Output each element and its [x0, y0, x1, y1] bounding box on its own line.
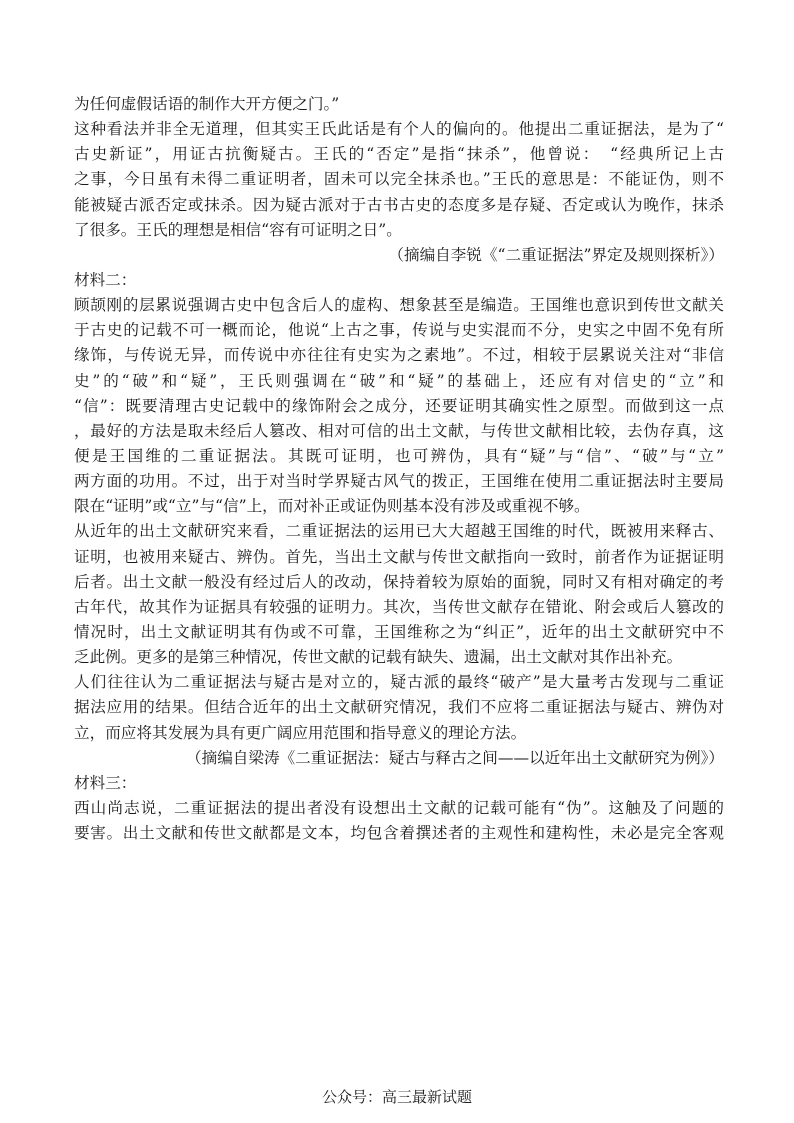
text-line: 要害。出土文献和传世文献都是文本，均包含着撰述者的主观性和建构性，未必是完全客观: [74, 824, 724, 843]
text-line: 证明，也被用来疑古、辨伪。首先，当出土文献与传世文献指向一致时，前者作为证据证明: [74, 547, 724, 566]
text-line: 于古史的记载不可一概而论，他说“上古之事，传说与史实混而不分，史实之中固不免有所: [74, 321, 724, 340]
text-line: 便是王国维的二重证据法。其既可证明，也可辨伪，具有“疑”与“信”、“破”与“立”: [74, 446, 724, 465]
text-line: 从近年的出土文献研究来看，二重证据法的运用已大大超越王国维的时代，既被用来释古、: [74, 522, 724, 541]
source-citation: （摘编自李锐《“二重证据法”界定及规则探析》）: [388, 245, 724, 264]
page-footer: 公众号：高三最新试题: [321, 1088, 472, 1106]
source-citation: （摘编自梁涛《二重证据法：疑古与释古之间——以近年出土文献研究为例》）: [186, 748, 724, 767]
text-line: 后者。出土文献一般没有经过后人的改动，保持着较为原始的面貌，同时又有相对确定的考: [74, 572, 724, 591]
text-line: 史”的“破”和“疑”，王氏则强调在“破”和“疑”的基础上，还应有对信史的“立”和: [74, 371, 724, 390]
text-line: 缘饰，与传说无异，而传说中亦往往有史实为之素地”。不过，相较于层累说关注对“非信: [74, 346, 724, 365]
text-line: 乏此例。更多的是第三种情况，传世文献的记载有缺失、遗漏，出土文献对其作出补充。: [74, 648, 683, 667]
text-line: 西山尚志说，二重证据法的提出者没有设想出土文献的记载可能有“伪”。这触及了问题的: [74, 798, 724, 817]
text-line: 之事，今日虽有未得二重证明者，固未可以完全抹杀也。”王氏的意思是：不能证伪，则不: [74, 170, 724, 189]
text-line: 古年代，故其作为证据具有较强的证明力。其次，当传世文献存在错讹、附会或后人篡改的: [74, 597, 724, 616]
text-line: 了很多。王氏的理想是相信“容有可证明之日”。: [74, 220, 402, 239]
section-heading: 材料三：: [74, 773, 137, 792]
document-body: [74, 92, 724, 846]
text-line: 能被疑古派否定或抹杀。因为疑古派对于古书古史的态度多是存疑、否定或认为晚作，抹杀: [74, 195, 724, 214]
text-line: “信”：既要清理古史记载中的缘饰附会之成分，还要证明其确实性之原型。而做到这一点: [74, 396, 724, 415]
text-line: 顾颉刚的层累说强调古史中包含后人的虚构、想象甚至是编造。王国维也意识到传世文献关: [74, 296, 724, 315]
section-heading: 材料二：: [74, 270, 137, 289]
text-line: 限在“证明”或“立”与“信”上，而对补正或证伪则基本没有涉及或重视不够。: [74, 497, 590, 516]
text-line: 据法应用的结果。但结合近年的出土文献研究情况，我们不应将二重证据法与疑古、辨伪对: [74, 698, 724, 717]
text-line: 情况时，出土文献证明其有伪或不可靠，王国维称之为“纠正”，近年的出土文献研究中不: [74, 622, 724, 641]
text-line: 人们往往认为二重证据法与疑古是对立的，疑古派的最终“破产”是大量考古发现与二重证: [74, 673, 724, 692]
text-line: 这种看法并非全无道理，但其实王氏此话是有个人的偏向的。他提出二重证据法，是为了“: [74, 120, 724, 139]
text-line: ，最好的方法是取未经后人篡改、相对可信的出土文献，与传世文献相比较，去伪存真，这: [74, 421, 724, 440]
text-line: 立，而应将其发展为具有更广阔应用范围和指导意义的理论方法。: [74, 723, 527, 742]
text-line: 两方面的功用。不过，出于对当时学界疑古风气的拨正，王国维在使用二重证据法时主要局: [74, 472, 724, 491]
text-line: 为任何虚假话语的制作大开方便之门。”: [74, 95, 340, 113]
text-line: 古史新证”，用证古抗衡疑古。王氏的“否定”是指“抹杀”，他曾说： “经典所记上古: [74, 145, 724, 164]
